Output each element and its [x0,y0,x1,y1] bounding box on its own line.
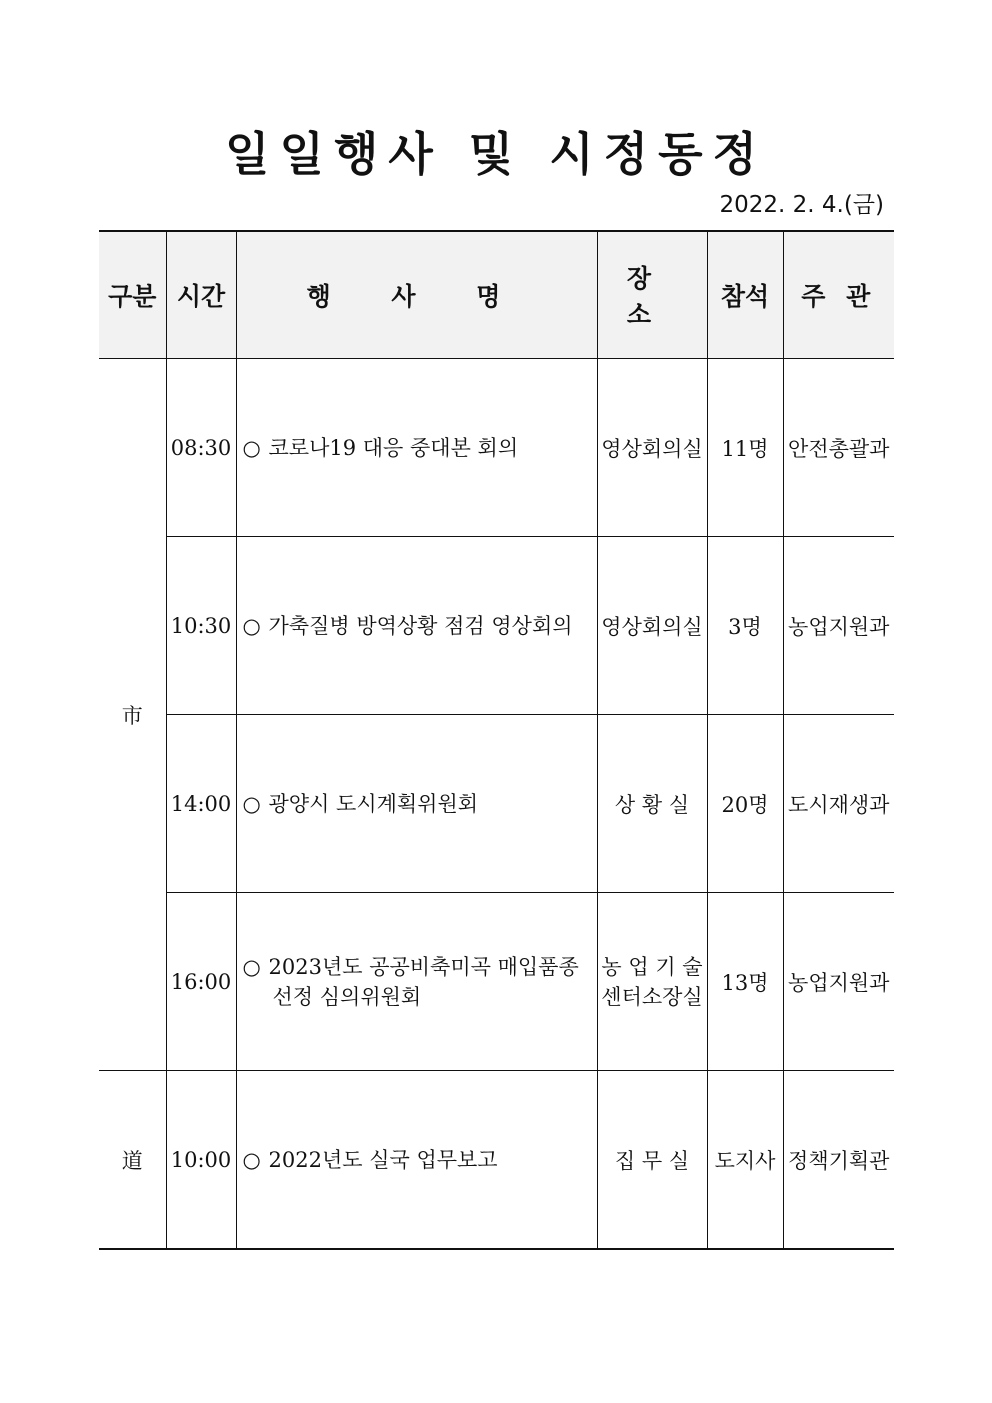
organizer-cell: 안전총괄과 [783,359,894,537]
location-cell: 상 황 실 [597,715,707,893]
bullet-icon: ○ [242,954,261,979]
event-name: 코로나19 대응 중대본 회의 [268,435,519,460]
organizer-cell: 농업지원과 [783,893,894,1071]
table-row [99,715,894,893]
location-cell: 집 무 실 [597,1071,707,1250]
header-event: 행 사 명 [236,231,597,359]
organizer-cell: 정책기획관 [783,1071,894,1250]
event-name: 2022년도 실국 업무보고 [268,1147,498,1172]
header-location: 장 소 [597,231,707,359]
location-cell [597,893,707,1071]
table-row [99,1071,894,1250]
bullet-icon: ○ [242,791,261,816]
event-cell [236,1071,597,1250]
time-cell: 08:30 [166,359,236,537]
schedule-table [99,230,894,1250]
location-line2: 센터소장실 [601,984,703,1009]
location-cell: 영상회의실 [597,359,707,537]
header-attendees: 참석 [707,231,783,359]
attendees-cell: 11명 [707,359,783,537]
attendees-cell: 20명 [707,715,783,893]
report-date: 2022. 2. 4.(금) [719,192,884,218]
table-row [99,537,894,715]
table-row [99,359,894,537]
header-organizer: 주 관 [783,231,894,359]
event-name: 가축질병 방역상황 점검 영상회의 [268,613,573,638]
event-name: 광양시 도시계획위원회 [268,791,479,816]
bullet-icon: ○ [242,613,261,638]
category-cell: 道 [99,1071,166,1250]
location-cell: 영상회의실 [597,537,707,715]
event-cell [236,359,597,537]
bullet-icon: ○ [242,1147,261,1172]
event-name: 2023년도 공공비축미곡 매입품종 [268,954,579,979]
time-cell: 10:00 [166,1071,236,1250]
event-cell [236,893,597,1071]
bullet-icon: ○ [242,435,261,460]
event-cell [236,537,597,715]
event-name-line2: 선정 심의위원회 [272,984,422,1009]
table-header-row [99,231,894,359]
time-cell: 16:00 [166,893,236,1071]
header-time: 시간 [166,231,236,359]
time-cell: 10:30 [166,537,236,715]
table-row [99,893,894,1071]
organizer-cell: 도시재생과 [783,715,894,893]
page-title: 일일행사 및 시정동정 [225,127,767,181]
organizer-cell: 농업지원과 [783,537,894,715]
location-line1: 농 업 기 술 [601,954,703,979]
attendees-cell: 13명 [707,893,783,1071]
time-cell: 14:00 [166,715,236,893]
category-cell: 市 [99,359,166,1071]
event-cell [236,715,597,893]
attendees-cell: 3명 [707,537,783,715]
attendees-cell: 도지사 [707,1071,783,1250]
header-category: 구분 [99,231,166,359]
